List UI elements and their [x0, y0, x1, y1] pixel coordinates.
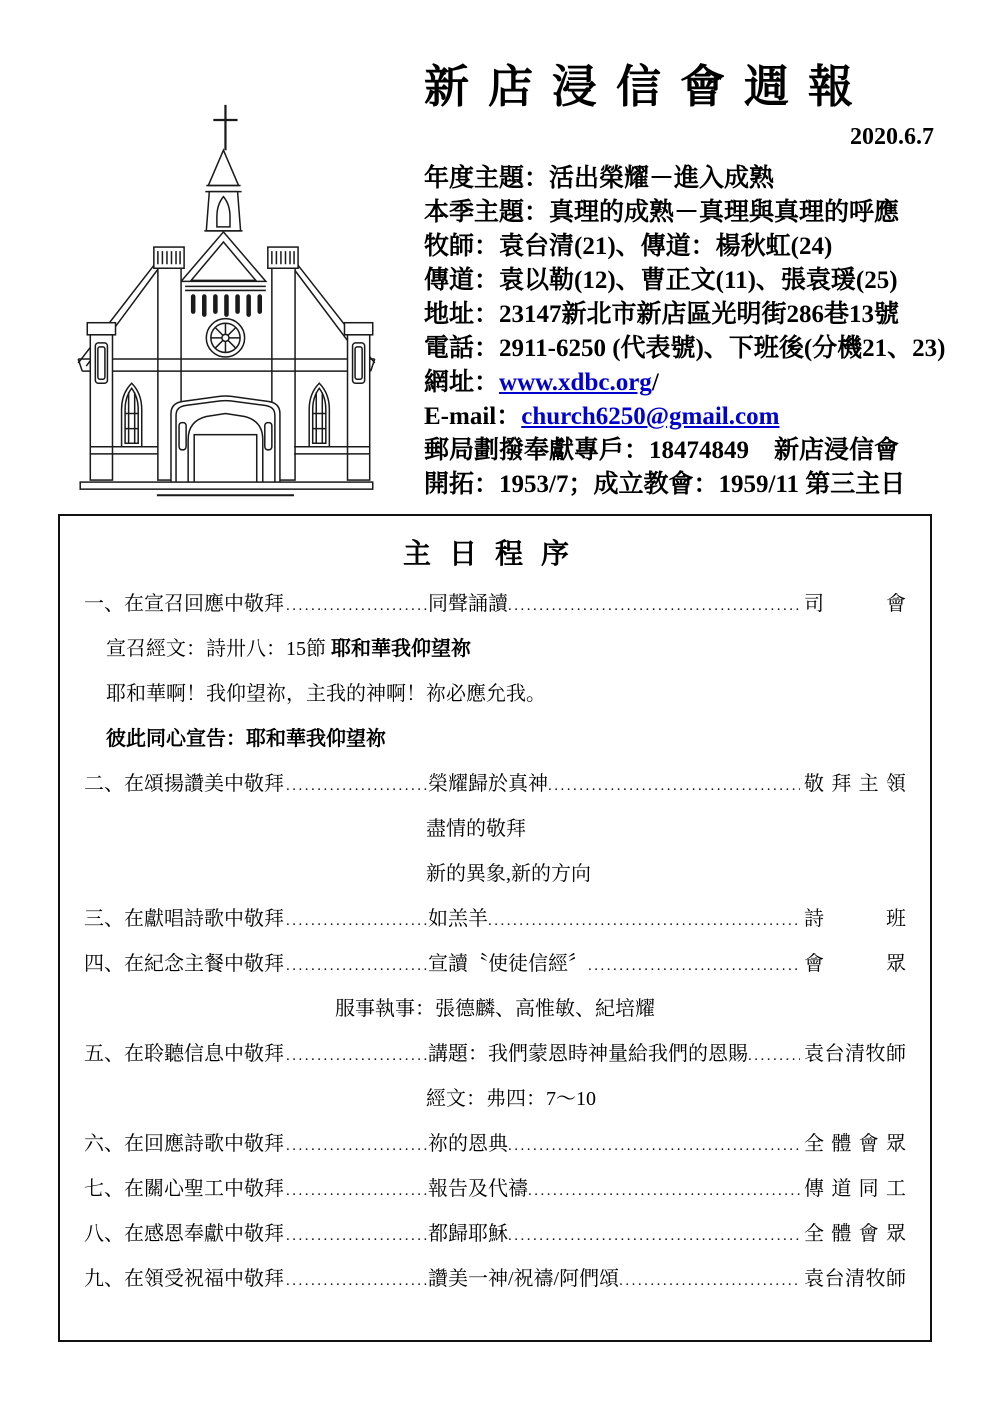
- info-text: /: [651, 369, 659, 396]
- info-line: [424, 264, 964, 298]
- leader-dots: [286, 584, 428, 629]
- program-sub-line: [84, 672, 906, 717]
- program-item-content: 都歸耶穌: [428, 1223, 508, 1245]
- program-row: [84, 1032, 906, 1077]
- program-item-label: 七、在關心聖工中敬拜: [84, 1178, 284, 1200]
- page-title: 新店浸信會週報: [424, 62, 873, 112]
- program-item-label: 六、在回應詩歌中敬拜: [84, 1133, 284, 1155]
- info-line: [424, 468, 964, 502]
- program-item-person: 全體會眾: [804, 1223, 906, 1245]
- program-item-label: 九、在領受祝福中敬拜: [84, 1268, 284, 1290]
- info-text: 牧師：袁台清(21)、傳道：楊秋虹(24): [424, 233, 833, 260]
- info-line: [424, 298, 964, 332]
- program-row: [84, 1257, 906, 1302]
- program-item-person: 詩班: [804, 908, 906, 930]
- masthead: [424, 56, 964, 502]
- leader-dots: [619, 1259, 800, 1304]
- program-continuation-line: 經文：弗四：7～10: [426, 1088, 596, 1110]
- info-line: [424, 332, 964, 366]
- program-item-content: 如羔羊: [428, 908, 488, 930]
- program-item-label: 五、在聆聽信息中敬拜: [84, 1043, 284, 1065]
- scripture-text: 宣召經文：詩卅八：15節: [106, 638, 331, 660]
- program-item-content: 同聲誦讀: [428, 593, 508, 615]
- program-item-person: 袁台清牧師: [804, 1043, 906, 1065]
- church-building-icon: [56, 88, 404, 508]
- leader-dots: [286, 944, 428, 989]
- info-text: E-mail：: [424, 403, 522, 430]
- info-line: [424, 162, 964, 196]
- program-item-label: 四、在紀念主餐中敬拜: [84, 953, 284, 975]
- program-row: [84, 1212, 906, 1257]
- info-text: 年度主題：活出榮耀－進入成熟: [424, 165, 775, 192]
- program-item-person: 袁台清牧師: [804, 1268, 906, 1290]
- masthead-info: [424, 162, 964, 502]
- leader-dots: [286, 1034, 428, 1079]
- email-link[interactable]: church6250@gmail.com: [521, 403, 780, 430]
- program-row: [84, 762, 906, 807]
- website-link[interactable]: www.xdbc.org: [499, 369, 652, 396]
- leader-dots: [286, 1259, 428, 1304]
- program-row: [84, 1167, 906, 1212]
- program-item-person: 會眾: [804, 953, 906, 975]
- program-item-person: 司會: [804, 593, 906, 615]
- scripture-emphasis: 彼此同心宣告：耶和華我仰望祢: [106, 728, 386, 750]
- leader-dots: [528, 1169, 800, 1214]
- leader-dots: [548, 764, 800, 809]
- program-item-person: 傳道同工: [804, 1178, 906, 1200]
- leader-dots: [286, 764, 428, 809]
- program-continuation-line: 新的異象,新的方向: [426, 863, 591, 885]
- leader-dots: [588, 944, 800, 989]
- leader-dots: [286, 1214, 428, 1259]
- info-line: [424, 400, 964, 434]
- info-line: [424, 434, 964, 468]
- info-text: 郵局劃撥奉獻專戶：18474849 新店浸信會: [424, 437, 900, 464]
- sunday-program-box: [58, 514, 932, 1342]
- program-item-label: 八、在感恩奉獻中敬拜: [84, 1223, 284, 1245]
- scripture-text: 耶和華啊！我仰望祢，主我的神啊！祢必應允我。: [106, 683, 546, 705]
- info-text: 本季主題：真理的成熟－真理與真理的呼應: [424, 199, 900, 226]
- program-item-content: 榮耀歸於真神: [428, 773, 548, 795]
- leader-dots: [286, 899, 428, 944]
- info-line: [424, 230, 964, 264]
- info-text: 電話：2911-6250 (代表號)、下班後(分機21、23): [424, 335, 946, 362]
- program-continuation-line: 盡情的敬拜: [426, 818, 526, 840]
- info-line: [424, 366, 964, 400]
- program-sub-line: [84, 627, 906, 672]
- info-line: [424, 196, 964, 230]
- program-item-content: 講題：我們蒙恩時神量給我們的恩賜: [428, 1043, 748, 1065]
- info-text: 網址：: [424, 369, 500, 396]
- info-text: 地址：23147新北市新店區光明街286巷13號: [424, 301, 900, 328]
- leader-dots: [508, 1124, 800, 1169]
- program-item-label: 一、在宣召回應中敬拜: [84, 593, 284, 615]
- leader-dots: [286, 1124, 428, 1169]
- program-item-content: 報告及代禱: [428, 1178, 528, 1200]
- program-title: 主日程序: [402, 539, 587, 570]
- program-item-content: 讚美一神/祝禱/阿們頌: [428, 1268, 620, 1290]
- program-sub-line: [84, 717, 906, 762]
- program-row: [84, 897, 906, 942]
- program-rows: [84, 582, 906, 1302]
- program-center-line: 服事執事：張德麟、高惟敏、紀培耀: [335, 998, 655, 1020]
- program-item-label: 二、在頌揚讚美中敬拜: [84, 773, 284, 795]
- program-item-label: 三、在獻唱詩歌中敬拜: [84, 908, 284, 930]
- info-text: 開拓：1953/7；成立教會：1959/11 第三主日: [424, 471, 906, 498]
- program-item-person: 敬拜主領: [804, 773, 906, 795]
- leader-dots: [508, 1214, 800, 1259]
- program-row: [84, 942, 906, 987]
- program-item-person: 全體會眾: [804, 1133, 906, 1155]
- info-text: 傳道：袁以勒(12)、曹正文(11)、張袁瑗(25): [424, 267, 898, 294]
- program-row: [84, 582, 906, 627]
- leader-dots: [508, 584, 800, 629]
- program-row: [84, 1122, 906, 1167]
- leader-dots: [488, 899, 800, 944]
- leader-dots: [286, 1169, 428, 1214]
- leader-dots: [748, 1034, 800, 1079]
- scripture-emphasis: 耶和華我仰望祢: [331, 638, 471, 660]
- program-item-content: 祢的恩典: [428, 1133, 508, 1155]
- program-item-content: 宣讀〝使徒信經〞: [428, 953, 588, 975]
- issue-date: 2020.6.7: [850, 124, 934, 150]
